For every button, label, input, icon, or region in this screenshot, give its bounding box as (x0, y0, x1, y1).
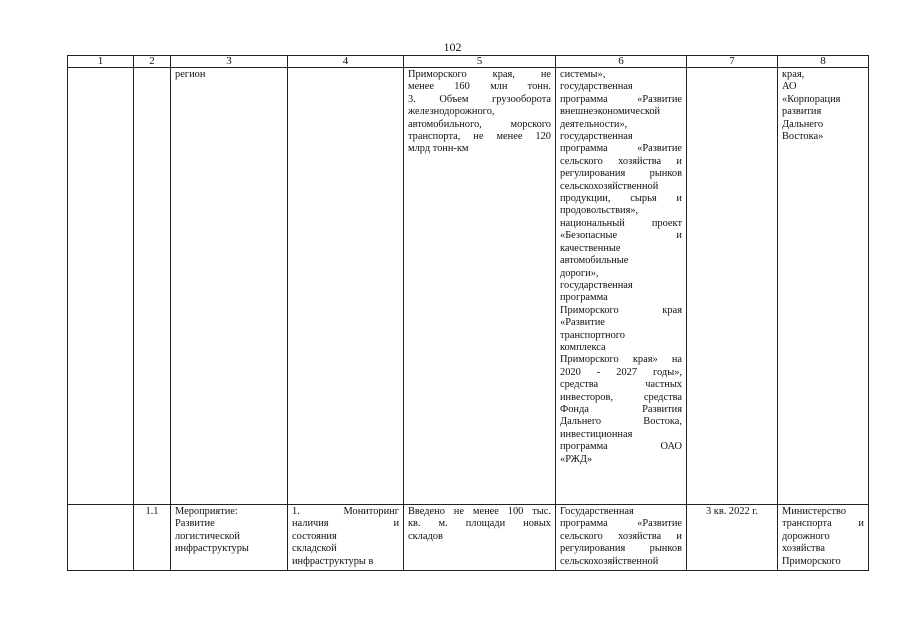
cell-line: «Корпорация (782, 93, 841, 105)
cell-line: продовольствия», (560, 205, 639, 217)
cell-line: сельского хозяйства и (560, 530, 682, 542)
cell-method (288, 68, 404, 505)
cell-line: национальный проект (560, 217, 682, 229)
column-number-row (68, 56, 869, 68)
cell-line: Дальнего Востока, (560, 416, 682, 428)
cell-line: наличия и (292, 518, 399, 530)
column-number: 6 (556, 56, 687, 68)
cell-line: менее 160 млн тонн. (408, 81, 551, 93)
cell-line: кв. м. площади новых (408, 518, 551, 530)
cell-line: сельскохозяйственной (560, 180, 659, 192)
cell-line: млрд тонн-км (408, 143, 469, 155)
cell-funding (556, 505, 687, 571)
cell-line: Приморского (782, 555, 841, 567)
cell-line: инвестиционная (560, 428, 633, 440)
cell-line: 1. Мониторинг (292, 506, 399, 517)
cell-line: регион (175, 69, 206, 80)
cell-line: программа «Развитие (560, 143, 682, 155)
column-number: 5 (404, 56, 556, 68)
cell-line: Министерство (782, 506, 847, 517)
cell-line: транспортного (560, 329, 625, 341)
cell-index (134, 68, 171, 505)
cell-line: внешнеэкономической (560, 106, 661, 118)
cell-line: сельскохозяйственной (560, 555, 659, 567)
table-row (68, 505, 869, 571)
cell-line: «РЖД» (560, 453, 593, 465)
cell-line: Фонда Развития (560, 403, 682, 415)
cell-line: «Безопасные и (560, 230, 682, 242)
cell-line: автомобильного, морского (408, 118, 551, 130)
cell-line: инфраструктуры в (292, 555, 374, 567)
cell-line: программа (560, 292, 608, 304)
cell-deadline (687, 68, 778, 505)
cell-line: хозяйства (782, 543, 825, 555)
cell-number (68, 68, 134, 505)
cell-line: инвесторов, средства (560, 391, 682, 403)
cell-line: качественные (560, 242, 621, 254)
cell-line: Введено не менее 100 тыс. (408, 506, 551, 517)
cell-line: Государственная (560, 506, 634, 517)
cell-line: системы», (560, 69, 606, 80)
column-number: 1 (68, 56, 134, 68)
cell-line: Приморского края, не (408, 69, 551, 80)
cell-line: программа «Развитие (560, 93, 682, 105)
cell-line: транспорта, не менее 120 (408, 131, 551, 143)
cell-line: края, (782, 69, 805, 80)
column-number: 7 (687, 56, 778, 68)
cell-indicator (404, 68, 556, 505)
table-row (68, 68, 869, 505)
cell-line: развития (782, 106, 822, 118)
cell-indicator (404, 505, 556, 571)
cell-line: средства частных (560, 379, 682, 391)
cell-name (171, 68, 288, 505)
cell-responsible (778, 505, 869, 571)
cell-responsible (778, 68, 869, 505)
cell-name (171, 505, 288, 571)
cell-line: инфраструктуры (175, 543, 249, 555)
cell-line: железнодорожного, (408, 106, 495, 118)
cell-line: сельского хозяйства и (560, 155, 682, 167)
cell-line: программа «Развитие (560, 518, 682, 530)
cell-line: регулирования рынков (560, 168, 682, 180)
cell-line: дорожного (782, 530, 830, 542)
cell-line: продукции, сырья и (560, 193, 682, 205)
cell-line: государственная (560, 279, 633, 291)
cell-line: программа ОАО (560, 441, 682, 453)
cell-index: 1.1 (134, 505, 171, 571)
cell-line: «Развитие (560, 317, 605, 329)
column-number: 4 (288, 56, 404, 68)
cell-line: 2020 - 2027 годы», (560, 366, 682, 378)
cell-method (288, 505, 404, 571)
cell-line: дороги», (560, 267, 599, 279)
cell-line: Дальнего (782, 118, 824, 130)
cell-line: транспорта и (782, 518, 864, 530)
cell-line: государственная (560, 131, 633, 143)
cell-line: Мероприятие: (175, 506, 238, 517)
cell-line: складов (408, 530, 443, 542)
cell-line: 3. Объем грузооборота (408, 93, 551, 105)
page-number: 102 (443, 40, 462, 54)
cell-line: Востока» (782, 131, 824, 143)
column-number: 8 (778, 56, 869, 68)
column-number: 2 (134, 56, 171, 68)
cell-line: состояния (292, 530, 337, 542)
cell-line: Приморского края (560, 304, 682, 316)
cell-line: комплекса (560, 341, 606, 353)
cell-line: автомобильные (560, 255, 629, 267)
cell-line: АО (782, 81, 797, 93)
column-number: 3 (171, 56, 288, 68)
cell-line: регулирования рынков (560, 543, 682, 555)
cell-line: Развитие (175, 518, 215, 530)
document-table (67, 55, 869, 571)
cell-line: государственная (560, 81, 633, 93)
cell-funding (556, 68, 687, 505)
cell-line: деятельности», (560, 118, 628, 130)
cell-deadline: 3 кв. 2022 г. (687, 505, 778, 571)
cell-line: Приморского края» на (560, 354, 682, 366)
cell-line: складской (292, 543, 337, 555)
cell-number (68, 505, 134, 571)
cell-line: логистической (175, 530, 240, 542)
